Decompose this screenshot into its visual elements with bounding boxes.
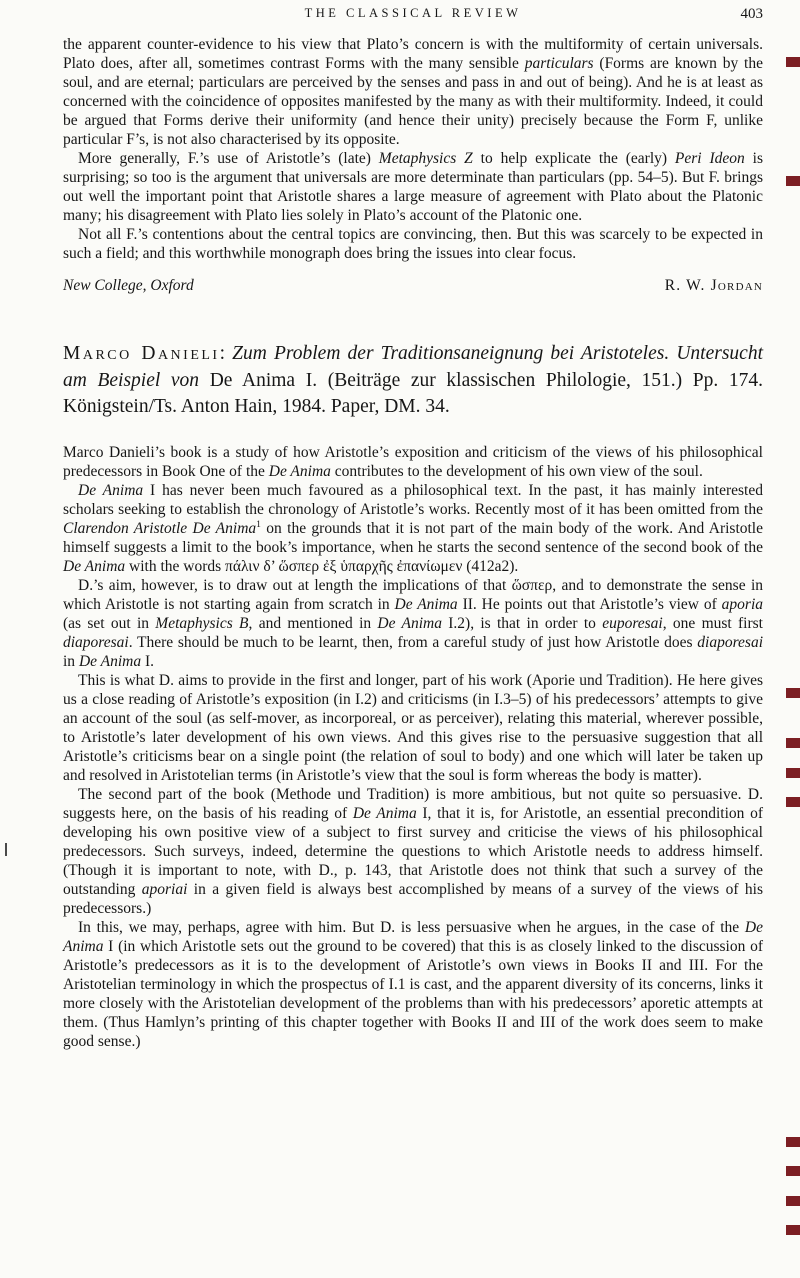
reviewer-name: R. W. Jordan <box>664 277 763 294</box>
journal-title: THE CLASSICAL REVIEW <box>304 6 522 20</box>
page-header <box>63 6 763 22</box>
redaction-mark <box>786 1137 800 1147</box>
paragraph <box>63 785 763 918</box>
text-segment: . There should be much to be learnt, then, from a careful study of just how Aristotle does <box>128 633 698 651</box>
paragraph <box>63 35 763 149</box>
italic-text: Zum Problem der Traditionsaneignung bei Aristoteles. Untersucht am Beispiel von <box>63 343 764 391</box>
text-segment: I has never been much favoured as a philosophical text. In the past, it has mainly interested scholars seeking to establish the chronology of Aristotle’s works. Recently most of it has been omitted from the <box>63 481 763 518</box>
paragraph <box>63 481 763 576</box>
text-segment: I (in which Aristotle sets out the ground to be covered) that this is as closely linked to the discussion of Aristotle’s predecessors as it is to the development of Aristotle’s own views in Books II and III. For the Aristotelian terminology in which the prospectus of I.1 is cast, and the apparent diversity of its concerns, links it more closely with the Aristotelian development of the problems than with his predecessors’ aporetic attempts at them. (Thus Hamlyn’s printing of this chapter together with Books II and III of the work does seem to make good sense.) <box>63 937 763 1050</box>
review-danieli-body <box>63 443 763 1051</box>
text-segment: I, that it is, for Aristotle, an essential precondition of developing his own positive view of a subject to first survey and criticise the views of his philosophical predecessors. Such surveys, indeed, determine the questions to which Aristotle needs to address himself. (Though it is important to note, with D., p. 143, that Aristotle does not think that such a survey of the outstanding <box>63 804 763 898</box>
paragraph <box>63 671 763 785</box>
page-number: 403 <box>740 6 763 22</box>
text-segment: De Anima I. (Beiträge zur klassischen Philologie, 151.) Pp. 174. Königstein/Ts. Anton Hain, 1984. Paper, DM. 34. <box>63 369 763 417</box>
italic-text: euporesai <box>602 614 663 632</box>
paragraph <box>63 918 763 1051</box>
text-segment: the apparent counter-evidence to his view that Plato’s concern is with the multiformity of certain universals. Plato does, after all, sometimes contrast Forms with the many sensible <box>63 36 763 72</box>
italic-text: aporiai <box>141 880 188 898</box>
page-content <box>63 0 763 1051</box>
paragraph <box>63 576 763 671</box>
text-segment: is surprising; so too is the argument that universals are more determinate than particulars (pp. 54–5). But F. brings out well the important point that Aristotle shares a large measure of agreement with Plato about the Platonic many; his disagreement with Plato lies solely in Plato’s account of the Platonic one. <box>63 150 763 224</box>
text-segment: : <box>219 343 233 364</box>
redaction-mark <box>786 176 800 186</box>
paragraph <box>63 225 763 263</box>
italic-text: De Anima <box>63 557 126 575</box>
review-jordan-signature <box>63 276 763 295</box>
text-segment: in a given field is always best accomplished by means of a survey of the views of his predecessors.) <box>63 880 763 917</box>
text-segment: with the words πάλιν δ’ ὥσπερ ἐξ ὑπαρχῆς ἐπανίωμεν (412a2). <box>125 557 519 575</box>
text-segment: on the grounds that it is not part of the main body of the work. And Aristotle himself suggests a limit to the book’s importance, when he starts the second sentence of the second book of the <box>63 519 763 556</box>
redaction-mark <box>786 738 800 748</box>
text-segment: Marco Danieli’s book is a study of how Aristotle’s exposition and criticism of the views of his philosophical predecessors in Book One of the <box>63 443 763 480</box>
smallcaps-text: Marco Danieli <box>63 343 220 364</box>
text-segment: , one must first <box>662 614 763 632</box>
text-segment: , and mentioned in <box>248 614 378 632</box>
italic-text: De Anima <box>394 595 458 613</box>
italic-text: diaporesai <box>697 633 763 651</box>
italic-text: De Anima <box>352 804 417 822</box>
italic-text: Metaphysics Z <box>378 150 473 167</box>
redaction-mark <box>786 768 800 778</box>
text-segment: (as set out in <box>63 614 156 632</box>
italic-text: De Anima <box>78 652 142 670</box>
text-segment: I.2), is that in order to <box>441 614 603 632</box>
paragraph <box>63 149 763 225</box>
redaction-mark <box>786 1225 800 1235</box>
text-segment: More generally, F.’s use of Aristotle’s (late) <box>78 150 379 167</box>
italic-text: Clarendon Aristotle De Anima <box>63 519 257 537</box>
review-jordan-body <box>63 35 763 263</box>
footnote-marker: 1 <box>256 518 261 530</box>
italic-text: particulars <box>524 55 594 72</box>
italic-text: aporia <box>721 595 763 613</box>
italic-text: De Anima <box>78 481 144 499</box>
text-segment: In this, we may, perhaps, agree with him. But D. is less persuasive when he argues, in the case of the <box>78 918 745 936</box>
redaction-mark <box>786 1196 800 1206</box>
text-segment: in <box>63 652 79 670</box>
italic-text: De Anima <box>268 462 331 480</box>
italic-text: Metaphysics B <box>155 614 249 632</box>
text-segment: II. He points out that Aristotle’s view of <box>457 595 722 613</box>
text-segment: Not all F.’s contentions about the central topics are convincing, then. But this was scarcely to be expected in such a field; and this worthwhile monograph does bring the issues into clear focus. <box>63 226 763 262</box>
italic-text: diaporesai <box>63 633 129 651</box>
italic-text: Peri Ideon <box>674 150 745 167</box>
reviewer-affiliation: New College, Oxford <box>63 277 194 294</box>
text-segment: This is what D. aims to provide in the first and longer, part of his work (Aporie und Tradition). He here gives us a close reading of Aristotle’s exposition (in I.2) and criticisms (in I.3–5) of his predecessors’ attempts to give an account of the soul (as self-mover, as incorporeal, or as perceiver), relating this material, wherever possible, to Aristotle’s later development of his own views. And this gives rise to the persuasive suggestion that all Aristotle’s criticisms bear on a single point (the relation of soul to body) and one which will later be taken up and resolved in Aristotelian terms (in Aristotle’s view that the soul is form whereas the body is matter). <box>63 671 763 784</box>
redaction-mark <box>786 797 800 807</box>
redaction-mark <box>786 1166 800 1176</box>
text-segment: I. <box>141 652 154 670</box>
text-segment: to help explicate the (early) <box>472 150 675 167</box>
italic-text: De Anima <box>377 614 442 632</box>
text-segment: The second part of the book (Methode und Tradition) is more ambitious, but not quite so persuasive. D. suggests here, on the basis of his reading of <box>63 785 763 822</box>
text-segment: D.’s aim, however, is to draw out at length the implications of that ὥσπερ, and to demonstrate the sense in which Aristotle is not starting again from scratch in <box>63 576 763 613</box>
review-danieli-heading <box>63 341 763 421</box>
redaction-mark <box>786 57 800 67</box>
margin-stray-mark <box>5 843 7 856</box>
italic-text: De Anima <box>63 918 763 955</box>
text-segment: (Forms are known by the soul, and are eternal; particulars are perceived by the senses and pass in and out of being). And he is at least as concerned with the coincidence of opposites manifested by the many as with their multiformity. Indeed, it could be argued that Forms derive their uniformity (and hence their unity) precisely because the Form F, unlike particular F’s, is not also characterised by its opposite. <box>63 55 763 148</box>
redaction-mark <box>786 688 800 698</box>
paragraph <box>63 443 763 481</box>
text-segment: contributes to the development of his own view of the soul. <box>330 462 703 480</box>
